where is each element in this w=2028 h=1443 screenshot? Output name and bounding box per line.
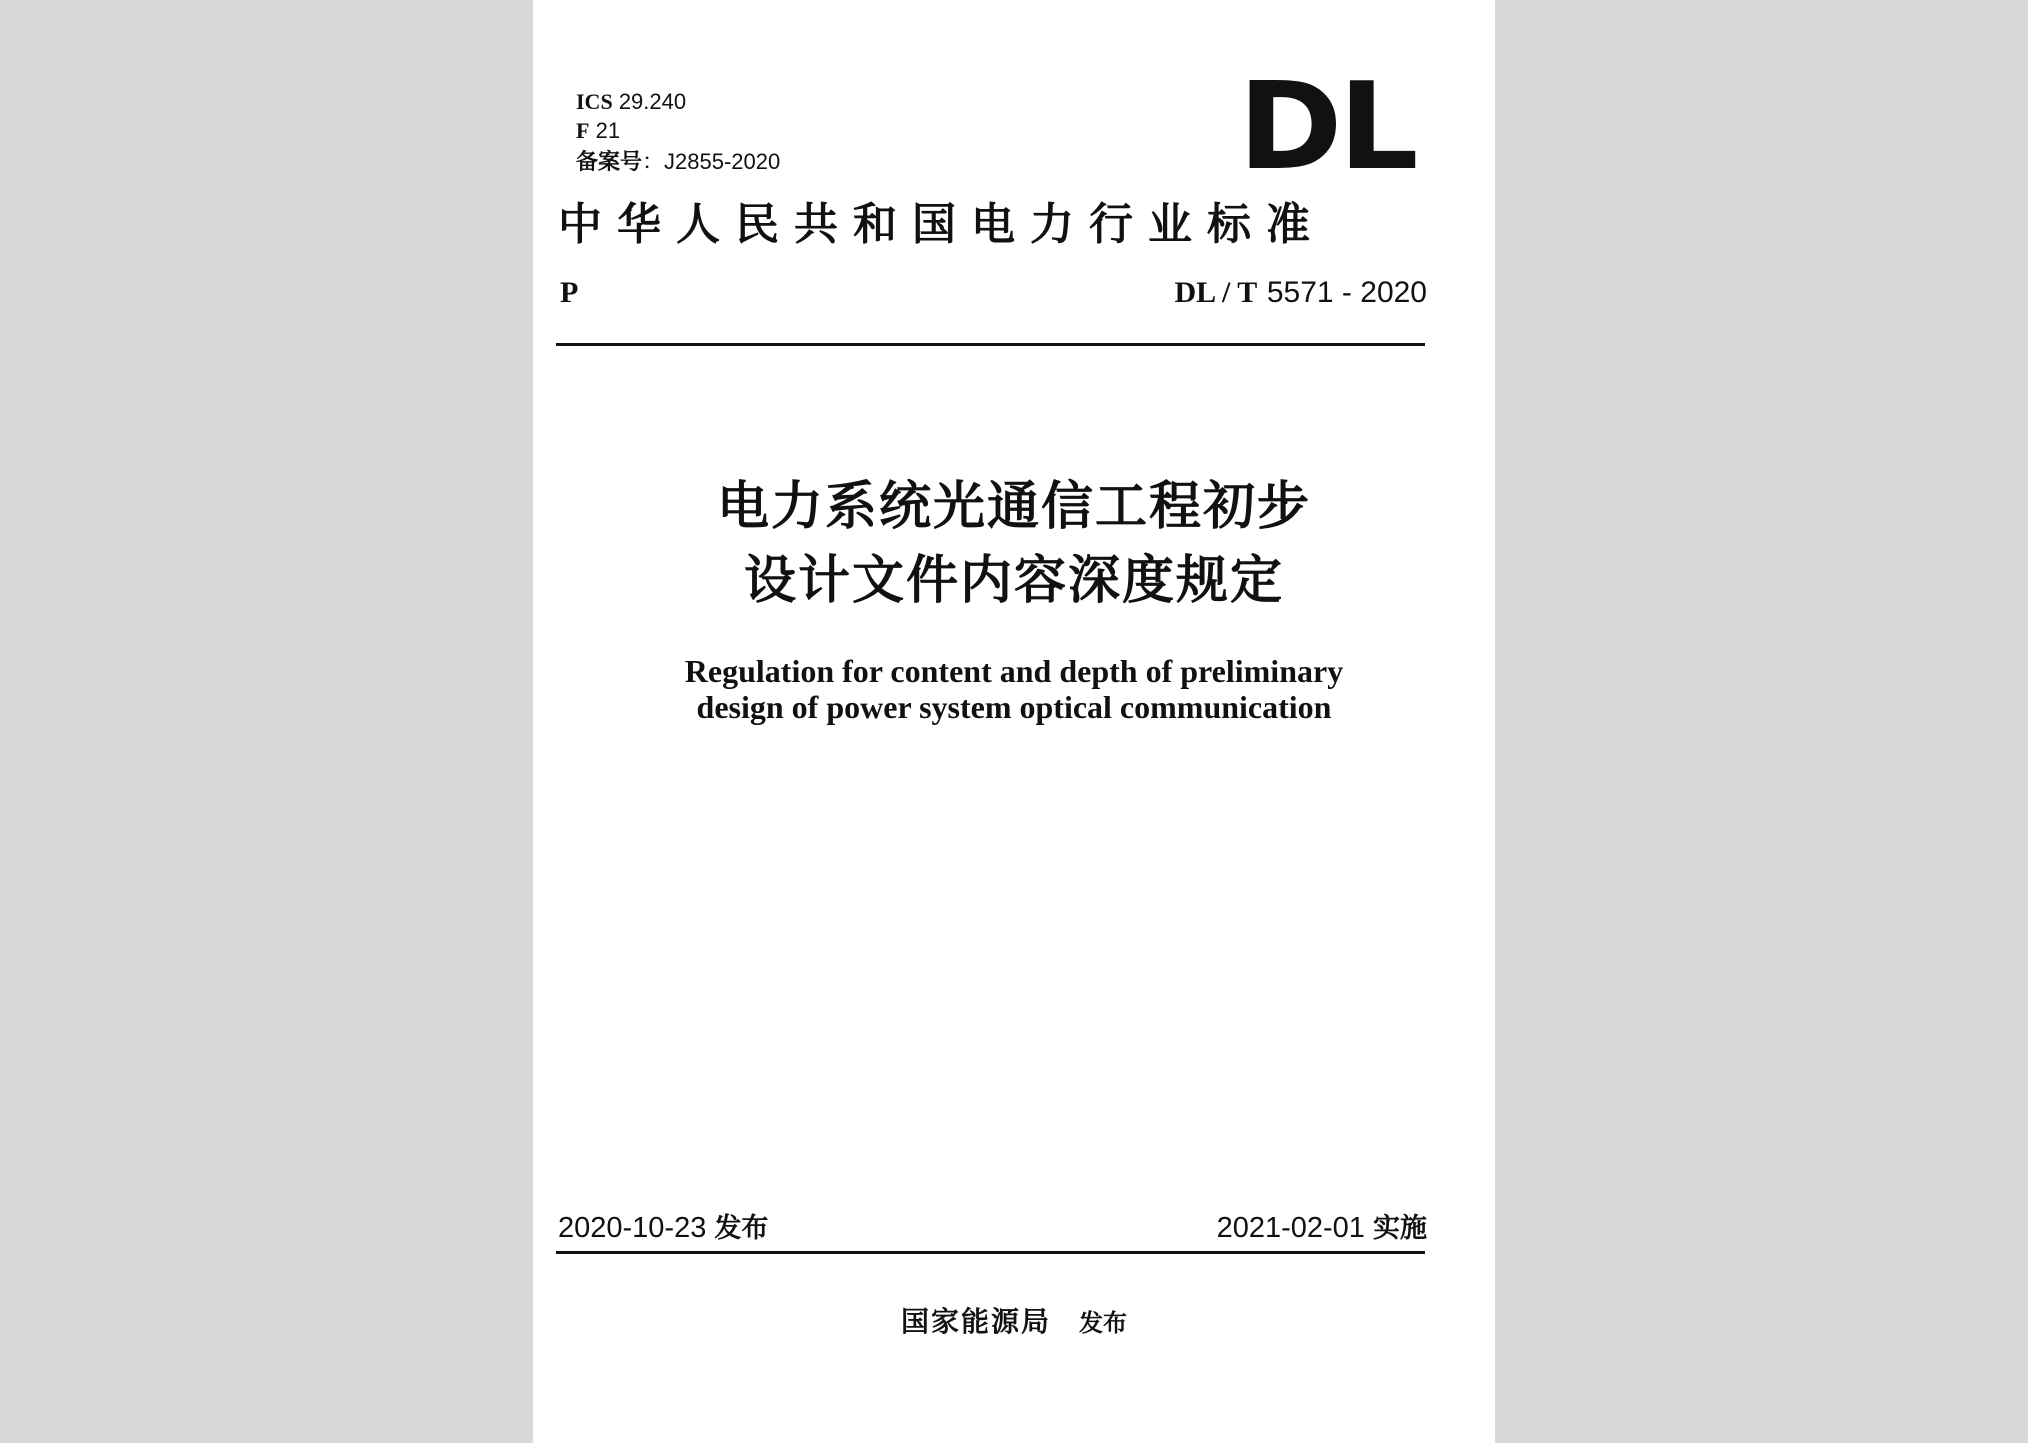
filing-value: J2855-2020 [664, 149, 781, 174]
filing-line [576, 147, 780, 178]
bottom-divider [556, 1251, 1425, 1254]
issue-date-value: 2020-10-23 [558, 1212, 707, 1244]
classification-code: P [560, 276, 579, 309]
ics-label: ICS [576, 89, 613, 114]
top-divider [556, 343, 1425, 346]
standard-prefix: DL / T [1174, 276, 1258, 309]
standard-number [1174, 275, 1427, 311]
issue-date [558, 1210, 768, 1247]
class-line [576, 116, 620, 146]
implementation-verb: 实施 [1373, 1213, 1427, 1244]
title-en-line2: design of power system optical communication [696, 689, 1332, 725]
publisher-verb: 发布 [1079, 1309, 1127, 1337]
publisher-org: 国家能源局 [900, 1305, 1051, 1338]
standard-code-number: 5571 - 2020 [1266, 276, 1427, 309]
header-title: 中华人民共和国电力行业标准 [558, 199, 1325, 250]
issue-verb: 发布 [714, 1213, 769, 1244]
ics-line [576, 87, 686, 117]
title-en-line1: Regulation for content and depth of preliminary [684, 653, 1344, 689]
class-label: F [576, 118, 590, 143]
class-value: 21 [595, 118, 621, 143]
ics-value: 29.240 [618, 89, 687, 114]
implementation-date [1217, 1210, 1427, 1247]
publisher-line [533, 1300, 1495, 1340]
implementation-date-value: 2021-02-01 [1216, 1212, 1365, 1244]
filing-separator: ： [642, 149, 665, 174]
filing-label: 备案号 [576, 150, 643, 175]
title-cn-line2: 设计文件内容深度规定 [743, 551, 1284, 611]
dl-standard-logo: DL [1238, 58, 1415, 197]
standard-cover-page [533, 0, 1495, 1443]
title-cn-line1: 电力系统光通信工程初步 [716, 477, 1311, 537]
